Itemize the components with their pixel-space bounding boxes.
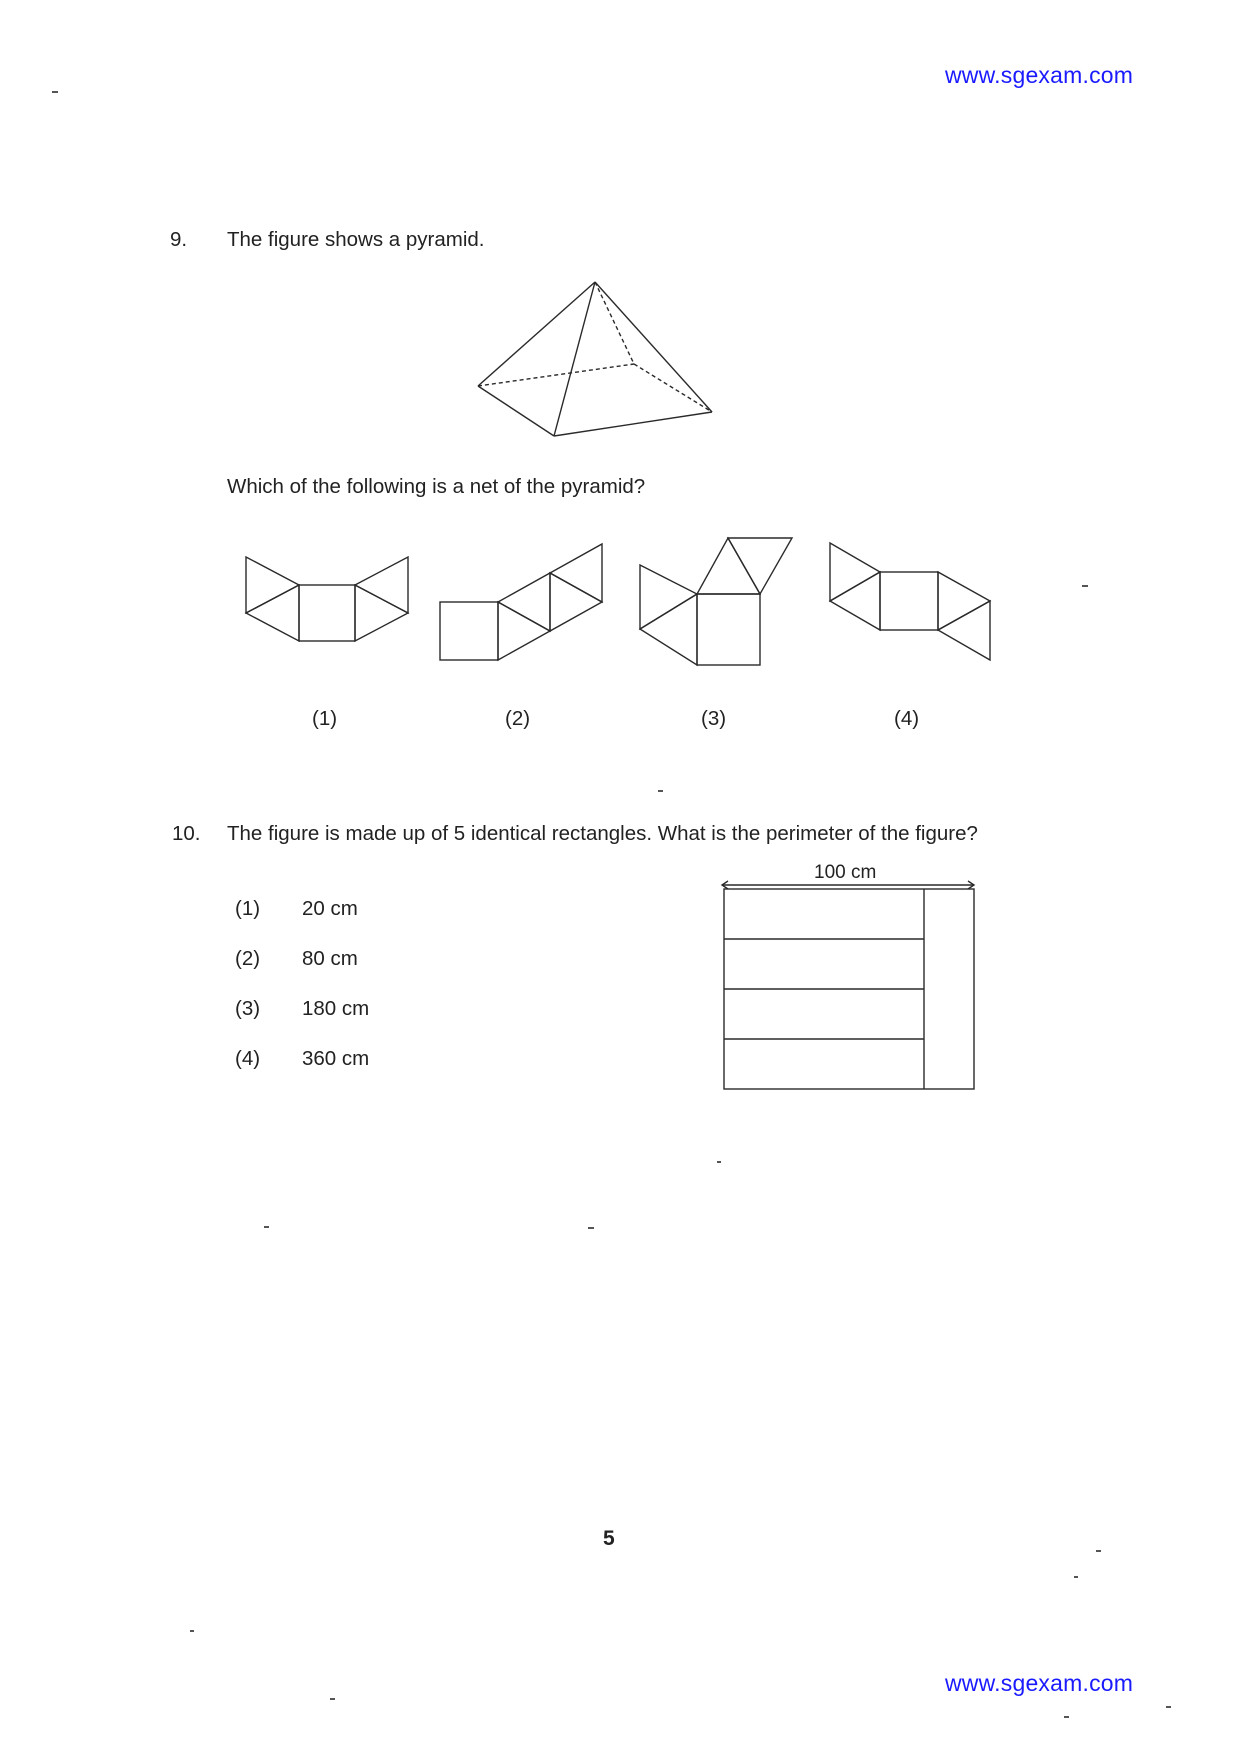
net-option-3	[636, 536, 806, 671]
scan-speck	[52, 91, 58, 93]
rectangles-figure	[718, 880, 978, 1092]
scan-speck	[1074, 1576, 1078, 1578]
q10-option-label-3: (3)	[235, 997, 261, 1020]
q10-number: 10.	[172, 822, 201, 845]
net-label-1: (1)	[312, 707, 338, 730]
net-label-3: (3)	[701, 707, 727, 730]
scan-speck	[190, 1630, 194, 1632]
q10-stem: The figure is made up of 5 identical rectangles. What is the perimeter of the figure?	[227, 822, 978, 845]
q10-option-value-2: 80 cm	[302, 947, 358, 970]
header-site-url: www.sgexam.com	[945, 62, 1134, 88]
net-option-4	[828, 538, 1003, 668]
scan-speck	[264, 1226, 269, 1228]
dimension-label: 100 cm	[814, 862, 877, 883]
scan-speck	[1166, 1706, 1171, 1708]
q9-prompt: Which of the following is a net of the pyramid?	[227, 475, 646, 498]
pyramid-figure	[470, 278, 720, 443]
net-option-1	[240, 550, 415, 660]
page-number: 5	[603, 1527, 615, 1550]
net-label-4: (4)	[894, 707, 920, 730]
q9-stem: The figure shows a pyramid.	[227, 228, 485, 251]
scan-speck	[1096, 1550, 1101, 1552]
q10-option-value-1: 20 cm	[302, 897, 358, 920]
net-label-2: (2)	[505, 707, 531, 730]
q10-option-label-2: (2)	[235, 947, 261, 970]
scan-speck	[1082, 585, 1088, 587]
scan-speck	[588, 1227, 594, 1229]
scan-speck	[658, 790, 663, 792]
scan-speck	[1064, 1716, 1069, 1718]
q10-option-value-3: 180 cm	[302, 997, 370, 1020]
q10-option-label-4: (4)	[235, 1047, 261, 1070]
scan-speck	[717, 1161, 721, 1163]
footer-site-url: www.sgexam.com	[945, 1670, 1134, 1696]
net-option-2	[438, 540, 613, 665]
q10-option-value-4: 360 cm	[302, 1047, 370, 1070]
q10-option-label-1: (1)	[235, 897, 261, 920]
q9-number: 9.	[170, 228, 188, 251]
scan-speck	[330, 1698, 335, 1700]
